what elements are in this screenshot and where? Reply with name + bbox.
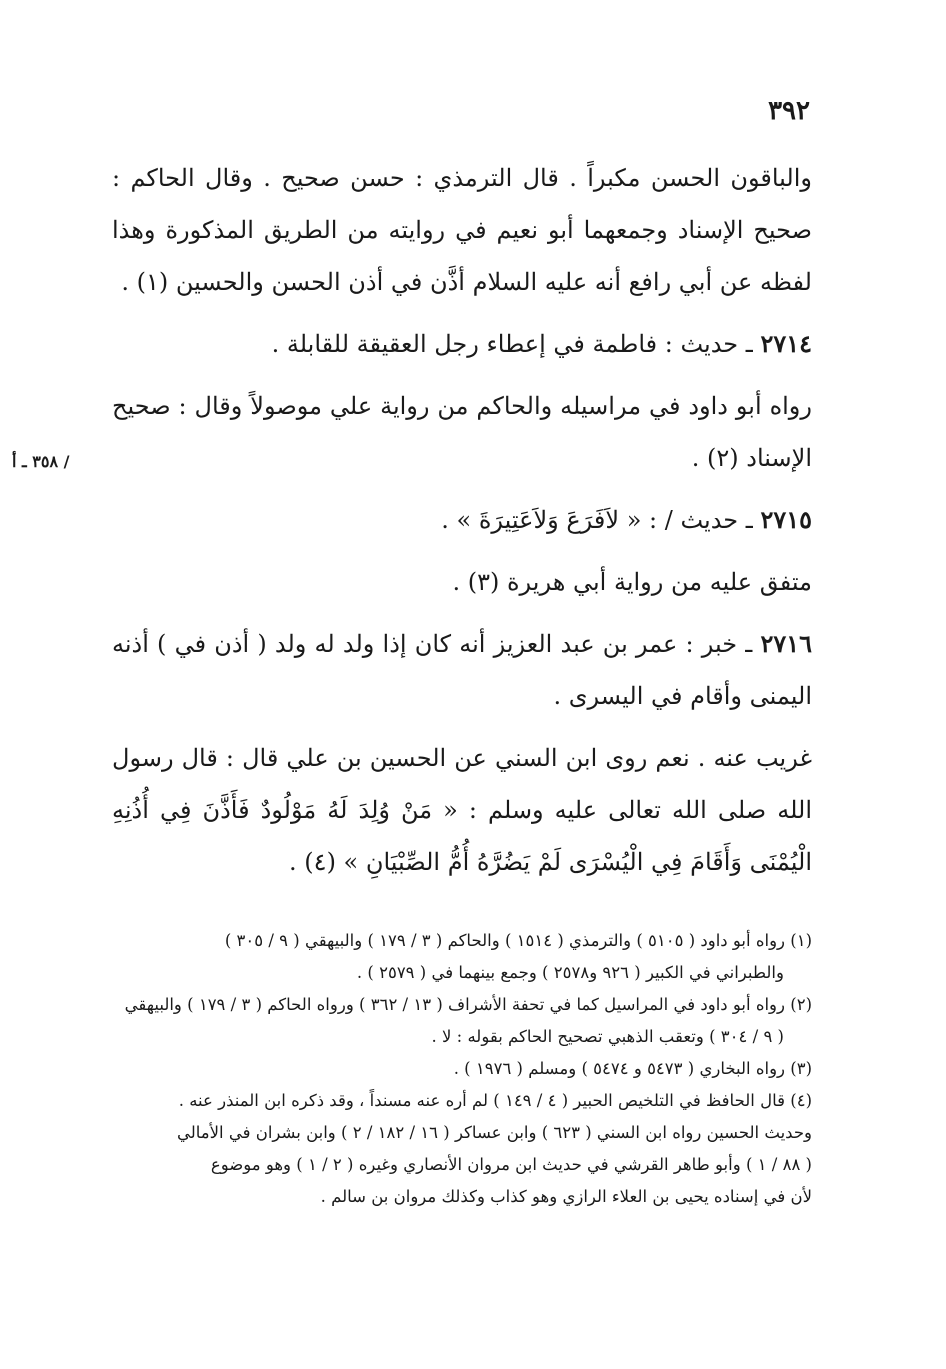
footnotes-section <box>112 926 812 1214</box>
entry-text: ـ حديث / : « لاَفَرَعَ وَلاَعَتِيرَةَ » . <box>441 506 753 534</box>
entry-number: ٢٧١٥ <box>760 505 812 534</box>
footnote-1-continuation: والطبراني في الكبير ( ٩٢٦ و٢٥٧٨ ) وجمع بينهما في ( ٢٥٧٩ ) . <box>356 963 784 982</box>
paragraph-text: غريب عنه . نعم روى ابن السني عن الحسين بن علي قال : قال رسول الله صلى الله تعالى عليه وسلم : « مَنْ وُلِدَ لَهُ مَوْلُودٌ فَأَذَّنَ فِي أُذُنِهِ الْيُمْنَى وَأَقَامَ فِي الْيُسْرَى لَمْ يَضُرَّهُ أُمُّ الصِّبْيَانِ » (٤) . <box>112 744 812 876</box>
footnote-2-continuation: ( ٩ / ٣٠٤ ) وتعقب الذهبي تصحيح الحاكم بقوله : لا . <box>431 1027 784 1046</box>
hadith-entry-2715 <box>112 494 812 546</box>
hadith-entry-2714 <box>112 318 812 370</box>
footnote-4-continuation: وحديث الحسين رواه ابن السني ( ٦٢٣ ) وابن عساكر ( ١٦ / ١٨٢ / ٢ ) وابن بشران في الأمالي <box>176 1123 812 1142</box>
paragraph-text: متفق عليه من رواية أبي هريرة (٣) . <box>452 568 812 596</box>
entry-number: ٢٧١٦ <box>760 629 813 658</box>
paragraph-text: والباقون الحسن مكبراً . قال الترمذي : حسن صحيح . وقال الحاكم : صحيح الإسناد وجمعهما أبو نعيم في روايته من الطريق المذكورة وهذا لفظه عن أبي رافع أنه عليه السلام أذَّن في أذن الحسن والحسين (١) . <box>112 164 812 296</box>
paragraph-takhrij-2715 <box>112 556 812 608</box>
paragraph-text: رواه أبو داود في مراسيله والحاكم من رواية علي موصولاً وقال : صحيح الإسناد (٢) . <box>112 392 812 472</box>
paragraph-takhrij-2716 <box>112 732 812 888</box>
entry-text: ـ حديث : فاطمة في إعطاء رجل العقيقة للقابلة . <box>271 330 753 358</box>
page-number: ٣٩٢ <box>768 96 810 126</box>
footnote-4-continuation: لأن في إسناده يحيى بن العلاء الرازي وهو كذاب وكذلك مروان بن سالم . <box>320 1187 812 1206</box>
hadith-entry-2716 <box>112 618 812 722</box>
entry-number: ٢٧١٤ <box>760 329 812 358</box>
main-text-body <box>112 152 812 888</box>
footnote-3: (٣) رواه البخاري ( ٥٤٧٣ و ٥٤٧٤ ) ومسلم ( ١٩٧٦ ) . <box>453 1059 812 1078</box>
footnote-2: (٢) رواه أبو داود في المراسيل كما في تحفة الأشراف ( ١٣ / ٣٦٢ ) ورواه الحاكم ( ٣ / ١٧٩ ) والبيهقي <box>124 995 812 1014</box>
paragraph-takhrij-2714 <box>112 380 812 484</box>
footnote-1: (١) رواه أبو داود ( ٥١٠٥ ) والترمذي ( ١٥١٤ ) والحاكم ( ٣ / ١٧٩ ) والبيهقي ( ٩ / ٣٠٥ ) <box>224 931 812 950</box>
footnote-4-continuation: ( ٨٨ / ١ ) وأبو طاهر القرشي في حديث ابن مروان الأنصاري وغيره ( ٢ / ١ ) وهو موضوع <box>210 1155 812 1174</box>
entry-text: ـ خبر : عمر بن عبد العزيز أنه كان إذا ولد له ولد ( أذن في ) أذنه اليمنى وأقام في اليسرى . <box>112 630 812 710</box>
manuscript-folio-note: / ٣٥٨ ـ أ <box>12 452 70 471</box>
paragraph-intro <box>112 152 812 308</box>
footnote-4: (٤) قال الحافظ في التلخيص الحبير ( ٤ / ١٤٩ ) لم أره عنه مسنداً ، وقد ذكره ابن المنذر عنه . <box>178 1091 812 1110</box>
